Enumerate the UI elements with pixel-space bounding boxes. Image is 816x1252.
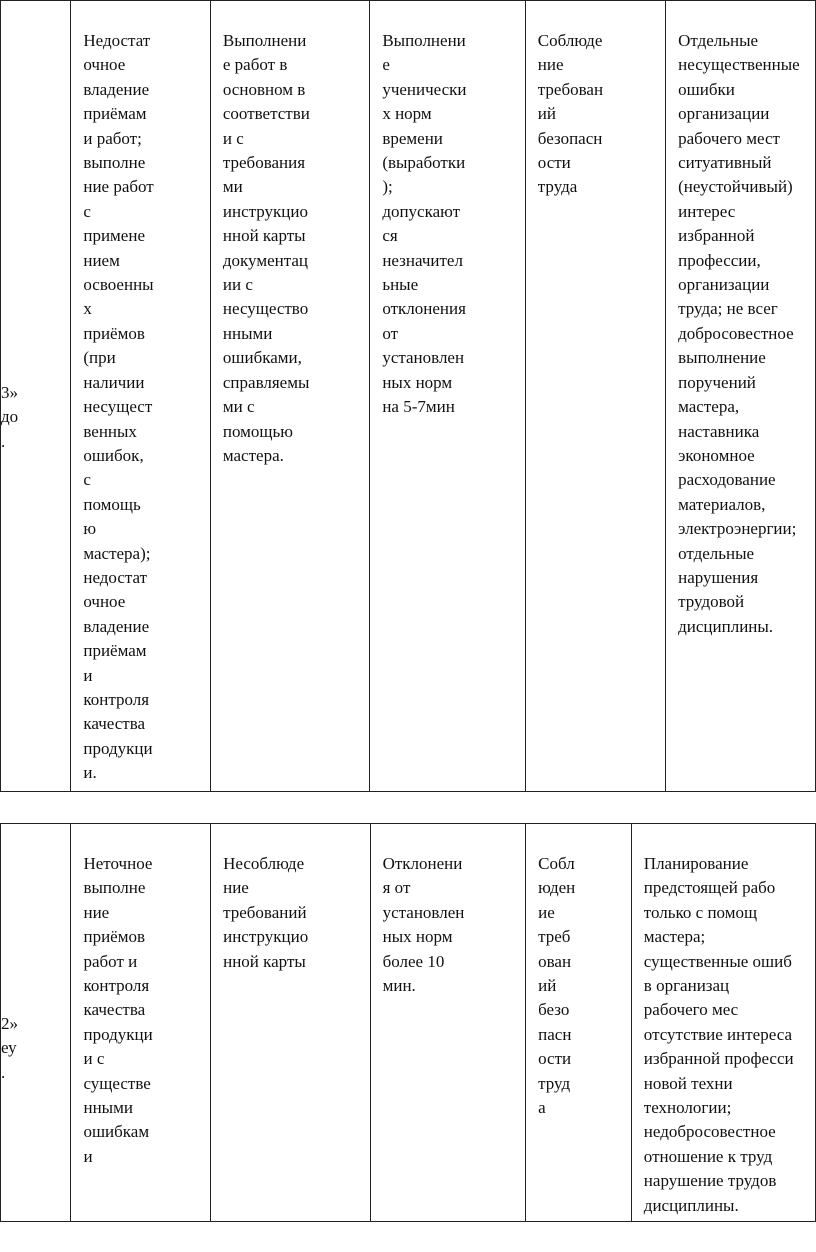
table-cell (525, 1, 665, 792)
table-cell (211, 824, 371, 1222)
table-cell (370, 1, 525, 792)
skills-description: Недостат очное владение приёмам и работ; выполне ние работ с примене нием освоенны х приёмов (при наличии несущест венных ошибок, с помощь ю мастера); недостат очное владение приёмам и контроля качества продукци и. (83, 31, 154, 783)
skills-description: Неточное выполне ние приёмов работ и контроля качества продукци и с существе нными ошибкам и (83, 854, 153, 1166)
table-cell (370, 824, 526, 1222)
work-execution-description: Несоблюде ние требований инструкцио нной карты (223, 854, 309, 971)
grade-label: 3» до . (1, 383, 19, 451)
safety-description: Соблюде ние требован ий безопасн ости труда (537, 31, 604, 197)
table-cell (526, 824, 632, 1222)
table-cell (631, 824, 815, 1222)
table-cell (71, 1, 211, 792)
table-row (1, 824, 816, 1222)
work-execution-description: Выполнени е работ в основном в соответстви и с требования ми инструкцио нной карты документац ии с несущество нными ошибками, справляемы ми с помощью мастера. (222, 31, 310, 465)
table-cell (210, 1, 369, 792)
grade-label: 2» еу . (1, 1014, 18, 1082)
workplace-organization-description: Отдельные несущественные ошибки организации рабочего мест ситуативный (неустойчивый) интерес избранной профессии, организации труда; не всег добросовестное выполнение поручений мастера, наставника экономное расходование материалов, электроэнергии; отдельные нарушения трудовой дисциплины. (678, 31, 800, 636)
workplace-organization-description: Планирование предстоящей рабо только с помощ мастера; существенные ошиб в организац рабочего мес отсутствие интереса избранной професси новой техни технологии; недобросовестное отношение к труд нарушение трудов дисциплины. (643, 854, 794, 1215)
table-row (1, 1, 816, 792)
table-cell (666, 1, 816, 792)
table-cell (71, 824, 211, 1222)
safety-description: Собл юден ие треб ован ий безо пасн ости труд а (538, 854, 576, 1118)
assessment-table-grade-2 (0, 823, 816, 1222)
time-norms-description: Отклонени я от установлен ных норм более 10 мин. (382, 854, 465, 996)
grade-cell (1, 1, 71, 792)
grade-cell (1, 824, 71, 1222)
time-norms-description: Выполнени е ученически х норм времени (выработки ); допускают ся незначител ьные отклонения от установлен ных норм на 5-7мин (382, 31, 467, 417)
